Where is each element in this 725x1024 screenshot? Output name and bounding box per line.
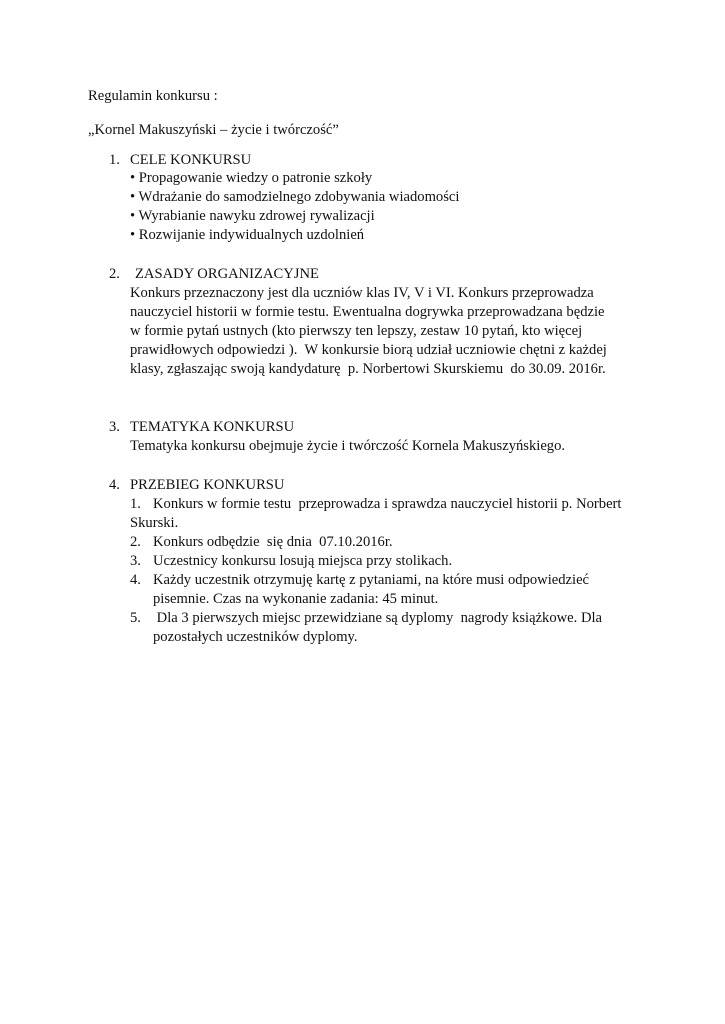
section-4-item-text: pozostałych uczestników dyplomy.: [153, 629, 358, 645]
section-2-text-line: Konkurs przeznaczony jest dla uczniów klas IV, V i VI. Konkurs przeprowadza: [130, 285, 594, 301]
section-3-number: 3.: [109, 419, 120, 435]
section-1-bullet: • Wyrabianie nawyku zdrowej rywalizacji: [130, 208, 375, 224]
section-3-title: TEMATYKA KONKURSU: [130, 419, 295, 435]
section-4-item-text: Dla 3 pierwszych miejsc przewidziane są dyplomy nagrody książkowe. Dla: [153, 610, 603, 626]
section-4-item-text: pisemnie. Czas na wykonanie zadania: 45 minut.: [153, 591, 439, 607]
section-1-title: CELE KONKURSU: [130, 152, 252, 168]
section-4-item-number: 4.: [130, 572, 141, 588]
section-4-item-text: Uczestnicy konkursu losują miejsca przy stolikach.: [153, 553, 453, 569]
section-2-title: ZASADY ORGANIZACYJNE: [135, 266, 319, 282]
section-1-number: 1.: [109, 152, 120, 168]
section-1-bullet: • Propagowanie wiedzy o patronie szkoły: [130, 170, 373, 186]
section-4-item-number: 3.: [130, 553, 141, 569]
section-4-item-number: 5.: [130, 610, 141, 626]
section-3-text-line: Tematyka konkursu obejmuje życie i twórczość Kornela Makuszyńskiego.: [130, 438, 566, 454]
section-4-title: PRZEBIEG KONKURSU: [130, 477, 285, 493]
section-2-text-line: nauczyciel historii w formie testu. Ewentualna dogrywka przeprowadzana będzie: [130, 304, 605, 320]
section-2-text-line: klasy, zgłaszając swoją kandydaturę p. Norbertowi Skurskiemu do 30.09. 2016r.: [130, 361, 606, 377]
section-1-bullet: • Rozwijanie indywidualnych uzdolnień: [130, 227, 365, 243]
section-4-item-text: Każdy uczestnik otrzymuję kartę z pytaniami, na które musi odpowiedzieć: [153, 572, 590, 588]
document-heading: Regulamin konkursu :: [88, 88, 218, 104]
section-1-bullet: • Wdrażanie do samodzielnego zdobywania wiadomości: [130, 189, 460, 205]
section-2-text-line: w formie pytań ustnych (kto pierwszy ten lepszy, zestaw 10 pytań, kto więcej: [130, 323, 583, 339]
section-4-item-text: Konkurs w formie testu przeprowadza i sprawdza nauczyciel historii p. Norbert: [153, 496, 622, 512]
section-2-number: 2.: [109, 266, 120, 282]
section-4-item-number: 2.: [130, 534, 141, 550]
document-title: „Kornel Makuszyński – życie i twórczość”: [88, 122, 339, 138]
section-4-item-number: 1.: [130, 496, 141, 512]
section-4-item-text: Skurski.: [130, 515, 179, 531]
section-2-text-line: prawidłowych odpowiedzi ). W konkursie biorą udział uczniowie chętni z każdej: [130, 342, 607, 358]
section-4-number: 4.: [109, 477, 120, 493]
section-4-item-text: Konkurs odbędzie się dnia 07.10.2016r.: [153, 534, 393, 550]
